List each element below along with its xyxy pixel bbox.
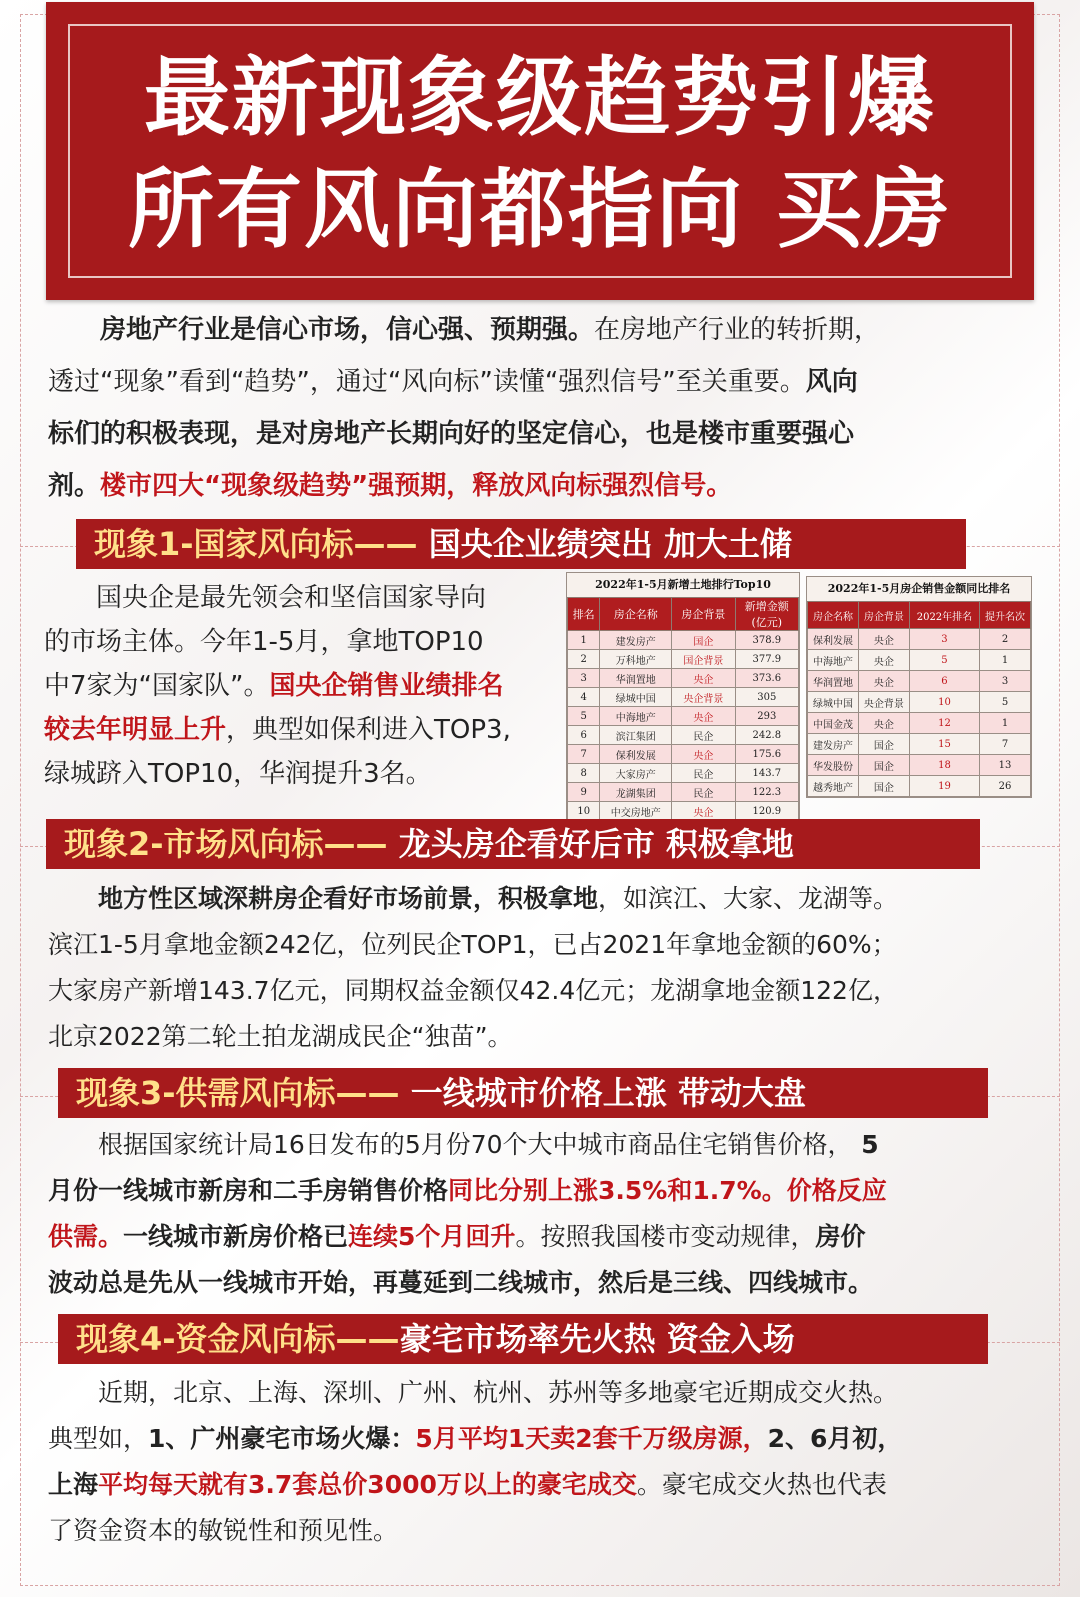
land-table-row	[568, 707, 799, 726]
land-table-cell: 滨江集团	[600, 726, 672, 745]
sales-table-cell: 2	[980, 629, 1031, 650]
sales-table-cell: 12	[909, 713, 979, 734]
section-3-title-b: 一线城市价格上涨 带动大盘	[399, 1074, 806, 1112]
land-table-cell: 央企背景	[672, 688, 735, 707]
sales-table-row	[808, 629, 1031, 650]
section-4-bold-3: 上海	[48, 1470, 99, 1499]
section-1-line-3	[44, 664, 564, 708]
section-4-highlight-1: 5月平均1天卖2套千万级房源，	[415, 1424, 768, 1453]
land-table-row	[568, 783, 799, 802]
section-1-highlight-1: 国央企销售业绩排名	[269, 671, 504, 701]
sales-table-row	[808, 713, 1031, 734]
section-2-line-3: 大家房产新增143.7亿元，同期权益金额仅42.4亿元；龙湖拿地金额122亿，	[48, 976, 898, 1005]
section-3-line-3	[48, 1214, 1038, 1260]
section-1-title	[76, 519, 966, 569]
section-1-text-4b: ，典型如保利进入TOP3,	[226, 715, 511, 745]
section-1-text-3a: 中7家为“国家队”。	[44, 671, 270, 701]
land-table-cell: 大家房产	[600, 764, 672, 783]
sales-table-header-3: 提升名次	[980, 602, 1031, 629]
sales-table-row	[808, 650, 1031, 671]
land-table-header-3: 新增金额 (亿元)	[735, 598, 798, 631]
intro-bold-4: 剂。	[48, 471, 101, 501]
sales-table-cell: 中海地产	[808, 650, 859, 671]
sales-table-cell: 国企	[858, 755, 909, 776]
section-1-text	[44, 576, 564, 796]
section-4-title-a: 现象4-资金风向标——	[76, 1320, 400, 1358]
land-table-header-0: 排名	[568, 598, 600, 631]
sales-table-row	[808, 692, 1031, 713]
land-table-cell: 国企	[672, 631, 735, 650]
section-4-title-b: 豪宅市场率先火热 资金入场	[399, 1320, 795, 1358]
sales-table-cell: 1	[980, 650, 1031, 671]
section-3-text	[48, 1122, 1038, 1306]
land-table-row	[568, 764, 799, 783]
land-table-row	[568, 650, 799, 669]
section-1-title-a: 现象1-国家风向标——	[94, 525, 418, 563]
section-4-highlight-2: 平均每天就有3.7套总价3000万以上的豪宅成交	[98, 1470, 637, 1499]
section-3-highlight-2: 供需。	[48, 1222, 124, 1251]
land-table-cell: 373.6	[735, 669, 798, 688]
section-3-title-a: 现象3-供需风向标——	[76, 1074, 400, 1112]
sales-table-cell: 1	[980, 713, 1031, 734]
land-table-cell: 华润置地	[600, 669, 672, 688]
section-3-bold-3e: 房价	[815, 1222, 866, 1251]
intro-line-1	[48, 304, 1033, 356]
land-table-cell: 绿城中国	[600, 688, 672, 707]
sales-table-cell: 央企	[858, 671, 909, 692]
sales-table-cell: 10	[909, 692, 979, 713]
land-table-cell: 龙湖集团	[600, 783, 672, 802]
section-3-highlight-1: 同比分别上涨3.5%和1.7%。价格反应	[448, 1176, 887, 1205]
section-1-highlight-2: 较去年明显上升	[44, 715, 227, 745]
intro-paragraph	[48, 304, 1033, 512]
sales-table-header-0: 房企名称	[808, 602, 859, 629]
sales-table-cell: 15	[909, 734, 979, 755]
land-table-row	[568, 631, 799, 650]
sales-table-cell: 华发股份	[808, 755, 859, 776]
land-table-cell: 5	[568, 707, 600, 726]
section-3-highlight-3: 连续5个月回升	[348, 1222, 516, 1251]
sales-table-cell: 国企	[858, 776, 909, 797]
section-1-line-4	[44, 708, 564, 752]
land-table-cell: 保利发展	[600, 745, 672, 764]
intro-line-2	[48, 356, 1033, 408]
section-3-bold-3: 一线城市新房价格已	[123, 1222, 349, 1251]
intro-highlight: 楼市四大“现象级趋势”强预期，释放风向标强烈信号。	[100, 471, 733, 501]
land-table-cell: 377.9	[735, 650, 798, 669]
section-3-text-1a: 根据国家统计局16日发布的5月份70个大中城市商品住宅销售价格，	[98, 1130, 853, 1159]
section-2-text-1: ，如滨江、大家、龙湖等。	[598, 884, 899, 913]
section-4-line-2	[48, 1416, 1038, 1462]
land-table-cell: 378.9	[735, 631, 798, 650]
land-table-cell: 2	[568, 650, 600, 669]
section-2-text	[48, 876, 1038, 1060]
land-table-cell: 143.7	[735, 764, 798, 783]
section-3-line-2	[48, 1168, 1038, 1214]
land-table-cell: 293	[735, 707, 798, 726]
land-table-cell: 央企	[672, 707, 735, 726]
intro-text-2: 透过“现象”看到“趋势”，通过“风向标”读懂“强烈信号”至关重要。	[48, 367, 806, 397]
section-4-title	[58, 1314, 988, 1364]
land-table-cell: 央企	[672, 745, 735, 764]
sales-table-cell: 26	[980, 776, 1031, 797]
land-table-cell: 8	[568, 764, 600, 783]
section-3-line-4: 波动总是先从一线城市开始，再蔓延到二线城市，然后是三线、四线城市。	[48, 1268, 874, 1297]
section-3-bold-2: 月份一线城市新房和二手房销售价格	[48, 1176, 449, 1205]
land-table-cell: 央企	[672, 669, 735, 688]
sales-table-cell: 5	[909, 650, 979, 671]
sales-table-cell: 绿城中国	[808, 692, 859, 713]
sales-table-cell: 6	[909, 671, 979, 692]
section-1-line-5: 绿城跻入TOP10，华润提升3名。	[44, 759, 432, 789]
land-table-cell: 175.6	[735, 745, 798, 764]
land-table-cell: 4	[568, 688, 600, 707]
sales-table-cell: 建发房产	[808, 734, 859, 755]
sales-table-cell: 19	[909, 776, 979, 797]
land-table-cell: 242.8	[735, 726, 798, 745]
land-table-cell: 建发房产	[600, 631, 672, 650]
intro-text-1: 在房地产行业的转折期，	[594, 315, 881, 345]
land-table-cell: 民企	[672, 783, 735, 802]
sales-table-row	[808, 776, 1031, 797]
land-table-cell: 万科地产	[600, 650, 672, 669]
section-4-text-3c: 。豪宅成交火热也代表	[636, 1470, 887, 1499]
sales-table-cell: 央企	[858, 650, 909, 671]
sales-ranking-table-title: 2022年1-5月房企销售金额同比排名	[807, 577, 1031, 601]
land-table-cell: 122.3	[735, 783, 798, 802]
section-2-line-2: 滨江1-5月拿地金额242亿，位列民企TOP1，已占2021年拿地金额的60%；	[48, 930, 897, 959]
land-table-row	[568, 745, 799, 764]
sales-table-row	[808, 755, 1031, 776]
land-table-cell: 国企背景	[672, 650, 735, 669]
intro-bold-2: 风向	[805, 367, 858, 397]
land-table-cell: 3	[568, 669, 600, 688]
headline-banner	[46, 2, 1034, 300]
section-4-line-1: 近期，北京、上海、深圳、广州、杭州、苏州等多地豪宅近期成交火热。	[98, 1378, 899, 1407]
land-table-cell: 民企	[672, 764, 735, 783]
section-3-text-3d: 。按照我国楼市变动规律，	[515, 1222, 816, 1251]
land-table-cell: 央企	[672, 802, 735, 821]
land-table-header-1: 房企名称	[600, 598, 672, 631]
land-table-header-2: 房企背景	[672, 598, 735, 631]
land-table-row	[568, 688, 799, 707]
section-2-title	[46, 819, 980, 869]
section-4-line-3	[48, 1462, 1038, 1508]
sales-table-row	[808, 671, 1031, 692]
land-table-cell: 10	[568, 802, 600, 821]
section-2-title-b: 龙头房企看好后市 积极拿地	[387, 825, 794, 863]
section-4-text-2a: 典型如，	[48, 1424, 149, 1453]
section-4-text	[48, 1370, 1038, 1554]
sales-table-cell: 越秀地产	[808, 776, 859, 797]
sales-table-header-1: 房企背景	[858, 602, 909, 629]
land-table-cell: 9	[568, 783, 600, 802]
sales-table-cell: 3	[980, 671, 1031, 692]
sales-table-cell: 7	[980, 734, 1031, 755]
sales-ranking-table	[806, 576, 1032, 798]
sales-table-cell: 央企	[858, 629, 909, 650]
section-3-text-1b: 5	[852, 1130, 879, 1159]
section-2-line-4: 北京2022第二轮土拍龙湖成民企“独苗”。	[48, 1022, 513, 1051]
section-4-line-4: 了资金资本的敏锐性和预见性。	[48, 1516, 399, 1545]
sales-table-cell: 13	[980, 755, 1031, 776]
sales-table-header-2: 2022年排名	[909, 602, 979, 629]
land-table-cell: 中交房地产	[600, 802, 672, 821]
sales-table-cell: 国企	[858, 734, 909, 755]
sales-table-row	[808, 734, 1031, 755]
land-table-cell: 7	[568, 745, 600, 764]
land-table-cell: 6	[568, 726, 600, 745]
sales-table-cell: 中国金茂	[808, 713, 859, 734]
sales-table-cell: 18	[909, 755, 979, 776]
sales-table-cell: 华润置地	[808, 671, 859, 692]
section-1-line-1: 国央企是最先领会和坚信国家导向	[96, 583, 487, 613]
sales-table-cell: 5	[980, 692, 1031, 713]
land-ranking-table-title: 2022年1-5月新增土地排行Top10	[567, 573, 799, 597]
land-ranking-table	[566, 572, 800, 822]
sales-table-cell: 3	[909, 629, 979, 650]
section-4-bold-2: 1、广州豪宅市场火爆：	[148, 1424, 416, 1453]
headline-line-1: 最新现象级趋势引爆	[144, 48, 936, 148]
land-table-cell: 1	[568, 631, 600, 650]
intro-bold-1: 房地产行业是信心市场，信心强、预期强。	[100, 315, 595, 345]
section-3-line-1	[48, 1122, 1038, 1168]
land-table-cell: 305	[735, 688, 798, 707]
land-table-row	[568, 802, 799, 821]
intro-line-4	[48, 460, 1033, 512]
sales-table-cell: 央企背景	[858, 692, 909, 713]
section-3-title	[58, 1068, 988, 1118]
sales-table-cell: 保利发展	[808, 629, 859, 650]
section-2-line-1	[48, 876, 1038, 922]
sales-table-cell: 央企	[858, 713, 909, 734]
land-table-row	[568, 669, 799, 688]
land-table-cell: 中海地产	[600, 707, 672, 726]
intro-line-3: 标们的积极表现，是对房地产长期向好的坚定信心，也是楼市重要强心	[48, 419, 855, 449]
section-2-title-a: 现象2-市场风向标——	[64, 825, 388, 863]
land-table-cell: 120.9	[735, 802, 798, 821]
section-4-bold-2d: 2、6月初，	[767, 1424, 903, 1453]
land-table-cell: 民企	[672, 726, 735, 745]
section-2-bold: 地方性区域深耕房企看好市场前景，积极拿地	[98, 884, 599, 913]
section-1-title-b: 国央企业绩突出 加大土储	[417, 525, 792, 563]
headline-line-2: 所有风向都指向 买房	[128, 160, 952, 260]
land-table-row	[568, 726, 799, 745]
section-1-line-2: 的市场主体。今年1-5月，拿地TOP10	[44, 627, 484, 657]
